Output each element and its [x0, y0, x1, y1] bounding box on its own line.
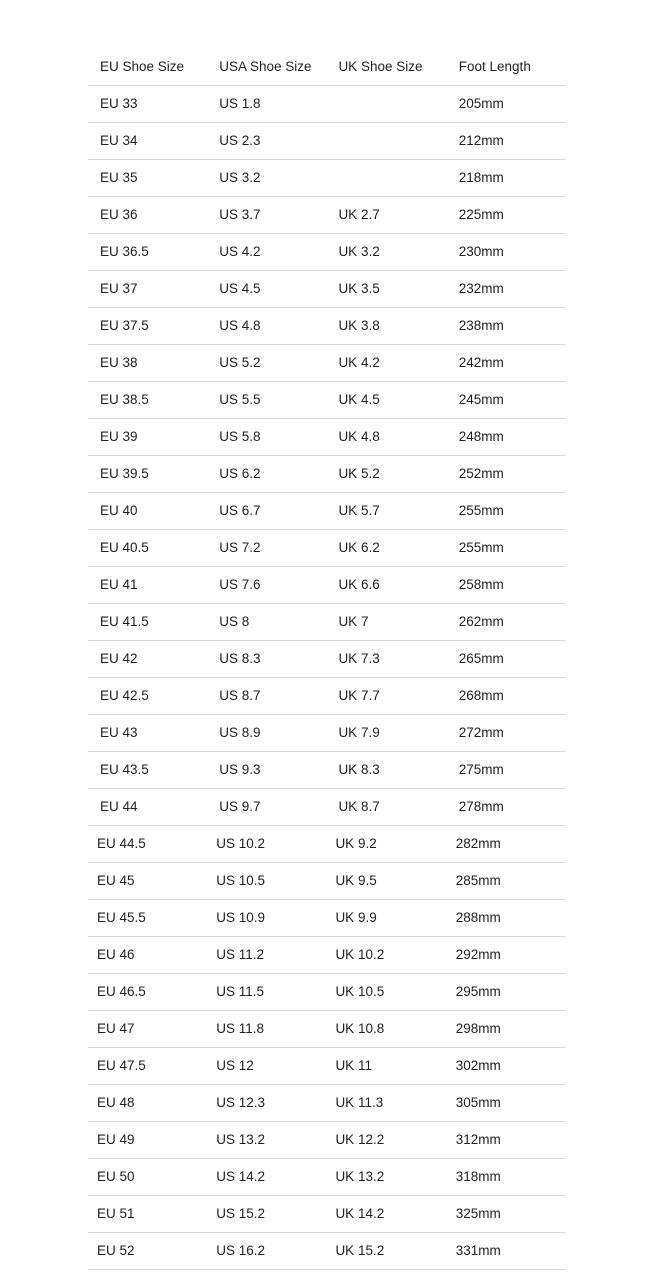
shoe-size-table [88, 48, 566, 1270]
usa-size-cell: US 12 [207, 1047, 326, 1084]
uk-size-cell: UK 7.9 [326, 714, 446, 751]
foot-length-cell: 278mm [447, 788, 566, 825]
foot-length-cell: 218mm [447, 159, 566, 196]
usa-size-cell: US 3.2 [207, 159, 326, 196]
usa-size-cell: US 6.7 [207, 492, 326, 529]
uk-size-cell: UK 6.6 [326, 566, 446, 603]
eu-size-cell: EU 46.5 [88, 973, 207, 1010]
foot-length-cell: 275mm [447, 751, 566, 788]
uk-size-cell: UK 9.5 [326, 862, 446, 899]
usa-size-cell: US 5.5 [207, 381, 326, 418]
foot-length-cell: 285mm [447, 862, 566, 899]
eu-size-cell: EU 45 [88, 862, 207, 899]
header-foot-length: Foot Length [447, 48, 566, 85]
uk-size-cell: UK 4.5 [326, 381, 446, 418]
eu-size-cell: EU 39.5 [88, 455, 207, 492]
eu-size-cell: EU 42 [88, 640, 207, 677]
eu-size-cell: EU 37 [88, 270, 207, 307]
eu-size-cell: EU 40 [88, 492, 207, 529]
foot-length-cell: 252mm [447, 455, 566, 492]
header-eu-size: EU Shoe Size [88, 48, 207, 85]
foot-length-cell: 282mm [447, 825, 566, 862]
eu-size-cell: EU 51 [88, 1195, 207, 1232]
eu-size-cell: EU 37.5 [88, 307, 207, 344]
uk-size-cell: UK 7.3 [326, 640, 446, 677]
table-row [88, 862, 566, 899]
table-row [88, 1121, 566, 1158]
eu-size-cell: EU 48 [88, 1084, 207, 1121]
table-row [88, 233, 566, 270]
foot-length-cell: 242mm [447, 344, 566, 381]
table-row [88, 973, 566, 1010]
eu-size-cell: EU 34 [88, 122, 207, 159]
eu-size-cell: EU 41.5 [88, 603, 207, 640]
table-row [88, 1084, 566, 1121]
uk-size-cell [326, 85, 446, 122]
foot-length-cell: 312mm [447, 1121, 566, 1158]
eu-size-cell: EU 39 [88, 418, 207, 455]
foot-length-cell: 238mm [447, 307, 566, 344]
table-row [88, 1195, 566, 1232]
table-row [88, 566, 566, 603]
table-row [88, 344, 566, 381]
uk-size-cell: UK 14.2 [326, 1195, 446, 1232]
usa-size-cell: US 2.3 [207, 122, 326, 159]
uk-size-cell: UK 10.2 [326, 936, 446, 973]
table-row [88, 714, 566, 751]
table-body [88, 85, 566, 1269]
table-header [88, 48, 566, 85]
usa-size-cell: US 8 [207, 603, 326, 640]
foot-length-cell: 230mm [447, 233, 566, 270]
uk-size-cell: UK 12.2 [326, 1121, 446, 1158]
uk-size-cell: UK 3.8 [326, 307, 446, 344]
header-row [88, 48, 566, 85]
table-row [88, 603, 566, 640]
uk-size-cell: UK 13.2 [326, 1158, 446, 1195]
usa-size-cell: US 11.8 [207, 1010, 326, 1047]
uk-size-cell: UK 4.2 [326, 344, 446, 381]
usa-size-cell: US 6.2 [207, 455, 326, 492]
foot-length-cell: 232mm [447, 270, 566, 307]
eu-size-cell: EU 36 [88, 196, 207, 233]
foot-length-cell: 265mm [447, 640, 566, 677]
foot-length-cell: 255mm [447, 529, 566, 566]
eu-size-cell: EU 36.5 [88, 233, 207, 270]
header-usa-size: USA Shoe Size [207, 48, 326, 85]
eu-size-cell: EU 41 [88, 566, 207, 603]
foot-length-cell: 288mm [447, 899, 566, 936]
uk-size-cell: UK 11 [326, 1047, 446, 1084]
foot-length-cell: 262mm [447, 603, 566, 640]
table-row [88, 640, 566, 677]
eu-size-cell: EU 47.5 [88, 1047, 207, 1084]
foot-length-cell: 245mm [447, 381, 566, 418]
usa-size-cell: US 8.3 [207, 640, 326, 677]
usa-size-cell: US 13.2 [207, 1121, 326, 1158]
uk-size-cell: UK 8.7 [326, 788, 446, 825]
eu-size-cell: EU 38 [88, 344, 207, 381]
eu-size-cell: EU 35 [88, 159, 207, 196]
eu-size-cell: EU 44 [88, 788, 207, 825]
foot-length-cell: 298mm [447, 1010, 566, 1047]
uk-size-cell: UK 5.2 [326, 455, 446, 492]
foot-length-cell: 318mm [447, 1158, 566, 1195]
table-row [88, 455, 566, 492]
uk-size-cell [326, 159, 446, 196]
foot-length-cell: 225mm [447, 196, 566, 233]
uk-size-cell: UK 3.2 [326, 233, 446, 270]
table-row [88, 270, 566, 307]
uk-size-cell [326, 122, 446, 159]
uk-size-cell: UK 2.7 [326, 196, 446, 233]
usa-size-cell: US 15.2 [207, 1195, 326, 1232]
table-row [88, 196, 566, 233]
usa-size-cell: US 8.7 [207, 677, 326, 714]
table-row [88, 159, 566, 196]
foot-length-cell: 268mm [447, 677, 566, 714]
usa-size-cell: US 16.2 [207, 1232, 326, 1269]
foot-length-cell: 292mm [447, 936, 566, 973]
foot-length-cell: 255mm [447, 492, 566, 529]
table-row [88, 1047, 566, 1084]
eu-size-cell: EU 42.5 [88, 677, 207, 714]
foot-length-cell: 258mm [447, 566, 566, 603]
table-row [88, 418, 566, 455]
usa-size-cell: US 4.5 [207, 270, 326, 307]
usa-size-cell: US 10.5 [207, 862, 326, 899]
table-row [88, 751, 566, 788]
table-row [88, 936, 566, 973]
table-row [88, 381, 566, 418]
usa-size-cell: US 9.3 [207, 751, 326, 788]
uk-size-cell: UK 7.7 [326, 677, 446, 714]
foot-length-cell: 331mm [447, 1232, 566, 1269]
usa-size-cell: US 4.2 [207, 233, 326, 270]
table-row [88, 529, 566, 566]
uk-size-cell: UK 5.7 [326, 492, 446, 529]
table-row [88, 85, 566, 122]
foot-length-cell: 272mm [447, 714, 566, 751]
eu-size-cell: EU 43 [88, 714, 207, 751]
foot-length-cell: 295mm [447, 973, 566, 1010]
usa-size-cell: US 5.8 [207, 418, 326, 455]
uk-size-cell: UK 10.8 [326, 1010, 446, 1047]
eu-size-cell: EU 47 [88, 1010, 207, 1047]
usa-size-cell: US 10.2 [207, 825, 326, 862]
uk-size-cell: UK 10.5 [326, 973, 446, 1010]
foot-length-cell: 325mm [447, 1195, 566, 1232]
table-row [88, 825, 566, 862]
eu-size-cell: EU 46 [88, 936, 207, 973]
usa-size-cell: US 7.6 [207, 566, 326, 603]
uk-size-cell: UK 4.8 [326, 418, 446, 455]
table-row [88, 1232, 566, 1269]
uk-size-cell: UK 6.2 [326, 529, 446, 566]
eu-size-cell: EU 44.5 [88, 825, 207, 862]
uk-size-cell: UK 7 [326, 603, 446, 640]
usa-size-cell: US 10.9 [207, 899, 326, 936]
foot-length-cell: 205mm [447, 85, 566, 122]
table-row [88, 122, 566, 159]
table-row [88, 307, 566, 344]
foot-length-cell: 248mm [447, 418, 566, 455]
table-row [88, 677, 566, 714]
usa-size-cell: US 11.5 [207, 973, 326, 1010]
usa-size-cell: US 14.2 [207, 1158, 326, 1195]
eu-size-cell: EU 50 [88, 1158, 207, 1195]
uk-size-cell: UK 9.2 [326, 825, 446, 862]
eu-size-cell: EU 52 [88, 1232, 207, 1269]
table-row [88, 1010, 566, 1047]
usa-size-cell: US 3.7 [207, 196, 326, 233]
table-row [88, 1158, 566, 1195]
eu-size-cell: EU 49 [88, 1121, 207, 1158]
uk-size-cell: UK 8.3 [326, 751, 446, 788]
header-uk-size: UK Shoe Size [326, 48, 446, 85]
usa-size-cell: US 1.8 [207, 85, 326, 122]
eu-size-cell: EU 33 [88, 85, 207, 122]
usa-size-cell: US 9.7 [207, 788, 326, 825]
table-row [88, 899, 566, 936]
table-row [88, 492, 566, 529]
foot-length-cell: 212mm [447, 122, 566, 159]
usa-size-cell: US 4.8 [207, 307, 326, 344]
uk-size-cell: UK 3.5 [326, 270, 446, 307]
usa-size-cell: US 5.2 [207, 344, 326, 381]
table-row [88, 788, 566, 825]
uk-size-cell: UK 9.9 [326, 899, 446, 936]
eu-size-cell: EU 45.5 [88, 899, 207, 936]
uk-size-cell: UK 15.2 [326, 1232, 446, 1269]
usa-size-cell: US 12.3 [207, 1084, 326, 1121]
uk-size-cell: UK 11.3 [326, 1084, 446, 1121]
usa-size-cell: US 7.2 [207, 529, 326, 566]
eu-size-cell: EU 43.5 [88, 751, 207, 788]
foot-length-cell: 305mm [447, 1084, 566, 1121]
eu-size-cell: EU 38.5 [88, 381, 207, 418]
usa-size-cell: US 8.9 [207, 714, 326, 751]
eu-size-cell: EU 40.5 [88, 529, 207, 566]
foot-length-cell: 302mm [447, 1047, 566, 1084]
usa-size-cell: US 11.2 [207, 936, 326, 973]
